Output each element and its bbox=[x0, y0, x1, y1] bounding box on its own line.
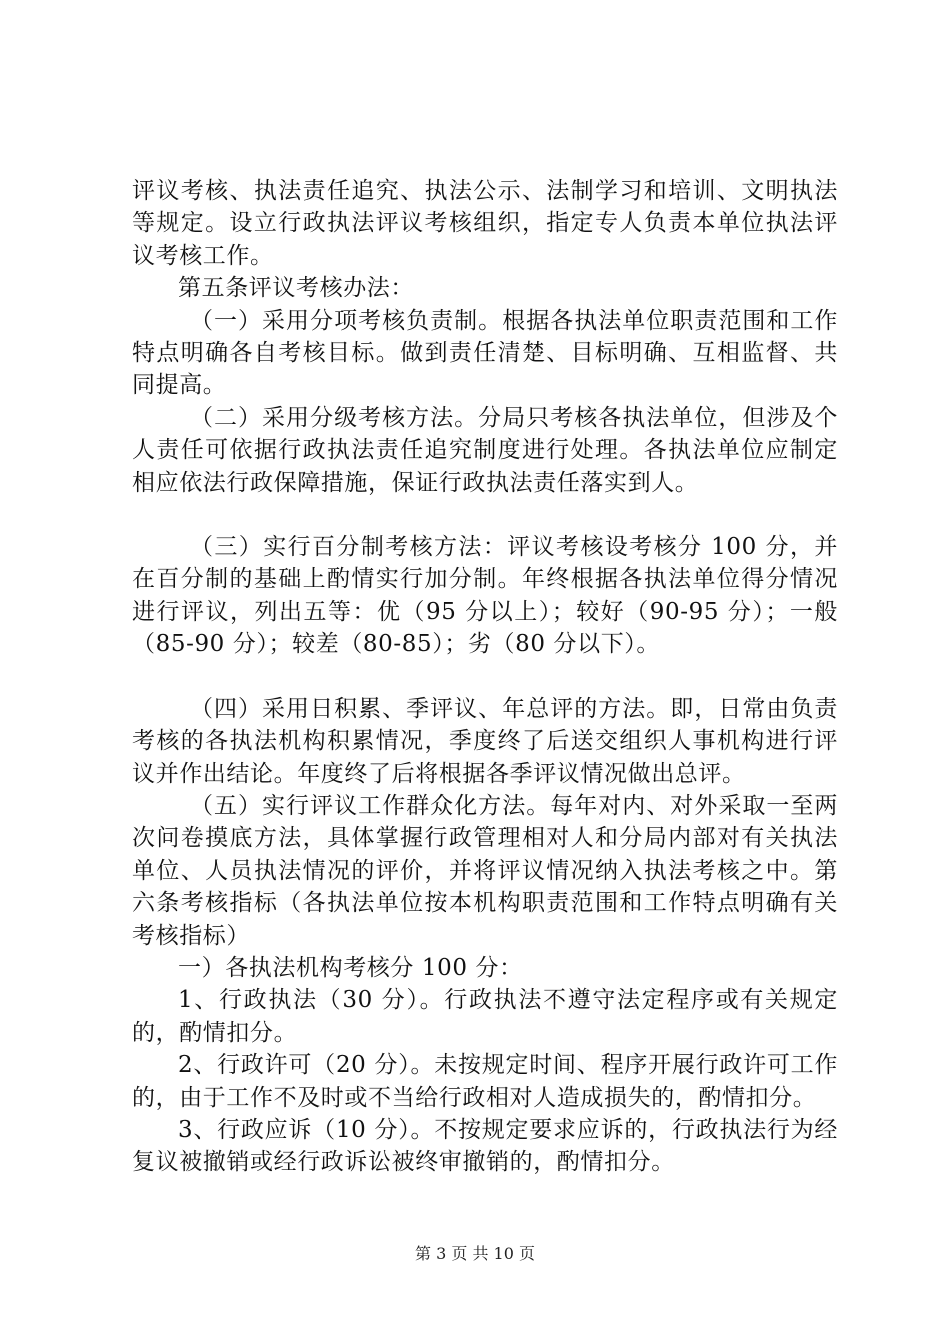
paragraph-method-three: （三）实行百分制考核方法：评议考核设考核分 100 分，并在百分制的基础上酌情实行加分制。年终根据各执法单位得分情况进行评议，列出五等：优（95 分以上）；较好（90-95 分）；一般（85-90 分）；较差（80-85）；劣（80 分以下）。 bbox=[132, 534, 838, 658]
paragraph-method-one: （一）采用分项考核负责制。根据各执法单位职责范围和工作特点明确各自考核目标。做到责任清楚、目标明确、互相监督、共同提高。 bbox=[132, 307, 838, 399]
section-one-heading: 一）各执法机构考核分 100 分： bbox=[178, 954, 523, 981]
paragraph-method-two: （二）采用分级考核方法。分局只考核各执法单位，但涉及个人责任可依据行政执法责任追究制度进行处理。各执法单位应制定相应依法行政保障措施，保证行政执法责任落实到人。 bbox=[132, 404, 838, 496]
item-administrative-litigation: 3、行政应诉（10 分）。不按规定要求应诉的，行政执法行为经复议被撤销或经行政诉讼被终审撤销的，酌情扣分。 bbox=[132, 1116, 838, 1176]
paragraph-method-five: （五）实行评议工作群众化方法。每年对内、对外采取一至两次问卷摸底方法，具体掌握行政管理相对人和分局内部对有关执法单位、人员执法情况的评价，并将评议情况纳入执法考核之中。第六条考核指标（各执法单位按本机构职责范围和工作特点明确有关考核指标） bbox=[132, 792, 838, 949]
paragraph-continuation: 评议考核、执法责任追究、执法公示、法制学习和培训、文明执法等规定。设立行政执法评议考核组织，指定专人负责本单位执法评议考核工作。 bbox=[132, 178, 838, 269]
article-five-heading: 第五条评议考核办法： bbox=[178, 275, 414, 302]
paragraph-method-four: （四）采用日积累、季评议、年总评的方法。即，日常由负责考核的各执法机构积累情况，季度终了后送交组织人事机构进行评议并作出结论。年度终了后将根据各季评议情况做出总评。 bbox=[132, 695, 838, 787]
item-administrative-permit: 2、行政许可（20 分）。未按规定时间、程序开展行政许可工作的，由于工作不及时或不当给行政相对人造成损失的，酌情扣分。 bbox=[132, 1052, 838, 1111]
page-number-footer: 第 3 页 共 10 页 bbox=[415, 1244, 535, 1263]
item-administrative-enforcement: 1、行政执法（30 分）。行政执法不遵守法定程序或有关规定的，酌情扣分。 bbox=[132, 987, 838, 1046]
document-body bbox=[132, 175, 838, 1179]
